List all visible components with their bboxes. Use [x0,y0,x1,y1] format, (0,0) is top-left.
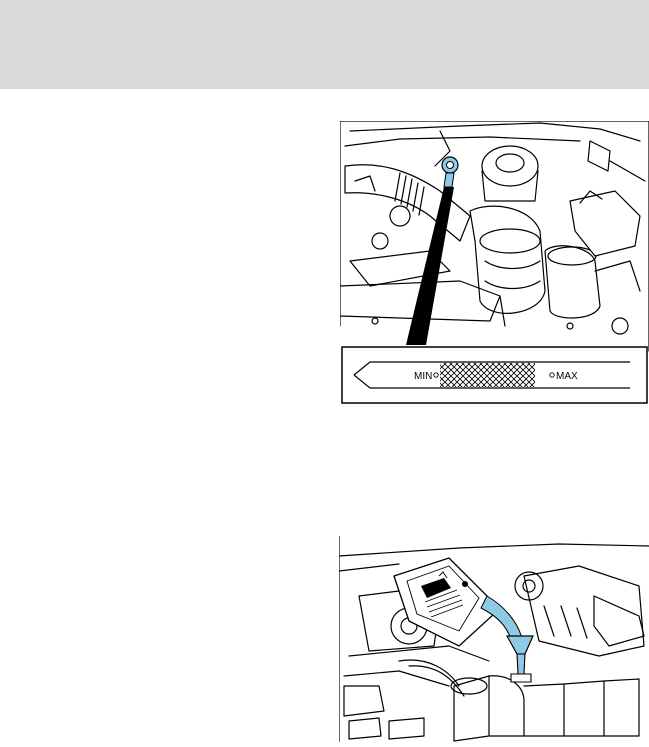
dipstick-max-label: MAX [556,371,578,382]
oil-funnel [507,636,533,682]
dipstick-detail [342,347,647,403]
oil-fill-illustration [339,536,649,742]
dipstick-handle [442,157,458,187]
oil-bottle [394,558,494,646]
dipstick-min-label: MIN [414,371,433,382]
oil-fill-illustration-svg [339,536,649,742]
header-band [0,0,649,89]
dipstick-illustration-svg [340,121,649,406]
engine-dipstick-illustration [340,121,649,406]
